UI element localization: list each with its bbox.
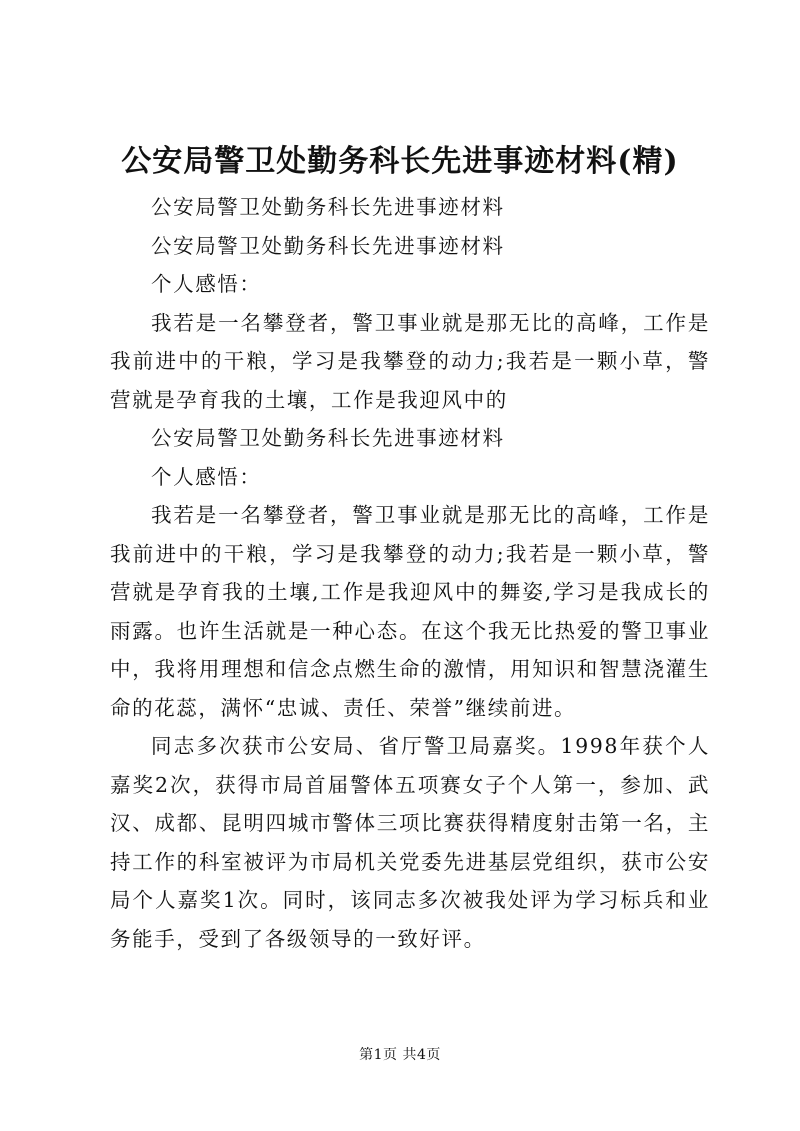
document-body	[110, 188, 710, 958]
paragraph-heading-repeat-3: 公安局警卫处勤务科长先进事迹材料	[151, 426, 505, 450]
paragraph-personal-insight-label-2: 个人感悟：	[151, 464, 262, 489]
paragraph-personal-insight-label-1: 个人感悟：	[151, 272, 262, 296]
paragraph-insight-excerpt: 我若是一名攀登者，警卫事业就是那无比的高峰，工作是我前进中的干粮，学习是我攀登的动力;我若是一颗小草，警营就是孕育我的土壤，工作是我迎风中的	[110, 310, 710, 412]
page-number-footer: 第1页 共4页	[359, 1047, 441, 1063]
paragraph-heading-repeat-1: 公安局警卫处勤务科长先进事迹材料	[151, 195, 505, 219]
paragraph-insight-full: 我若是一名攀登者，警卫事业就是那无比的高峰，工作是我前进中的干粮，学习是我攀登的动力;我若是一颗小草，警营就是孕育我的土壤,工作是我迎风中的舞姿,学习是我成长的雨露。也许生活就是一种心态。在这个我无比热爱的警卫事业中，我将用理想和信念点燃生命的激情，用知识和智慧浇灌生命的花蕊，满怀“忠诚、责任、荣誉”继续前进。	[110, 503, 710, 720]
paragraph-achievements: 同志多次获市公安局、省厅警卫局嘉奖。1998年获个人嘉奖2次，获得市局首届警体五项赛女子个人第一，参加、武汉、成都、昆明四城市警体三项比赛获得精度射击第一名，主持工作的科室被评为市局机关党委先进基层党组织，获市公安局个人嘉奖1次。同时，该同志多次被我处评为学习标兵和业务能手，受到了各级领导的一致好评。	[110, 734, 710, 951]
paragraph-heading-repeat-2: 公安局警卫处勤务科长先进事迹材料	[151, 233, 505, 258]
document-title: 公安局警卫处勤务科长先进事迹材料(精)	[121, 144, 679, 179]
